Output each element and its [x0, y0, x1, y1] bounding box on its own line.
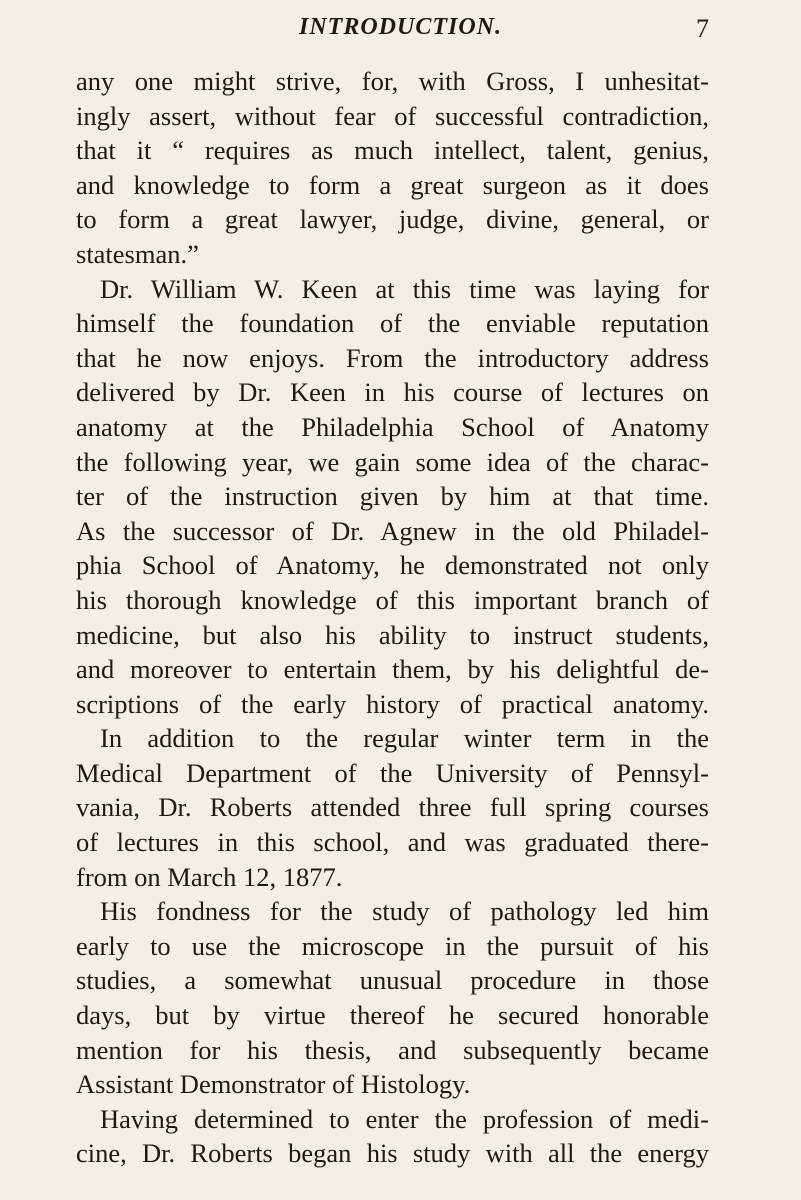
text-line: medicine, but also his ability to instruct students,: [76, 619, 709, 650]
text-line: any one might strive, for, with Gross, I unhesitat-: [76, 66, 709, 96]
text-line: that it “ requires as much intellect, talent, genius,: [76, 135, 709, 166]
text-line: mention for his thesis, and subsequently became: [76, 1034, 709, 1065]
text-line: to form a great lawyer, judge, divine, general, or: [76, 204, 709, 235]
text-line: the following year, we gain some idea of the charac-: [76, 446, 709, 477]
page-number: 7: [696, 14, 709, 43]
text-line: Assistant Demonstrator of Histology.: [76, 1069, 471, 1100]
text-line: scriptions of the early history of practical anatomy.: [76, 688, 709, 719]
text-line: ingly assert, without fear of successful contradiction,: [76, 100, 709, 131]
text-line: In addition to the regular winter term in the: [100, 723, 709, 754]
text-line: from on March 12, 1877.: [76, 861, 343, 892]
text-line: phia School of Anatomy, he demonstrated not only: [76, 550, 709, 581]
text-line: Having determined to enter the profession of medi-: [100, 1103, 709, 1134]
text-line: early to use the microscope in the pursuit of his: [76, 930, 709, 961]
text-line: vania, Dr. Roberts attended three full spring courses: [76, 792, 709, 823]
text-line: days, but by virtue thereof he secured honorable: [76, 1000, 709, 1031]
text-line: As the successor of Dr. Agnew in the old Philadel-: [76, 515, 709, 546]
text-line: his thorough knowledge of this important branch of: [76, 584, 709, 615]
text-line: His fondness for the study of pathology led him: [100, 896, 709, 927]
body-text: [76, 64, 709, 1171]
text-line: cine, Dr. Roberts began his study with all the energy: [76, 1138, 709, 1169]
text-line: himself the foundation of the enviable reputation: [76, 308, 709, 339]
text-line: statesman.”: [76, 238, 199, 269]
text-line: Medical Department of the University of Pennsyl-: [76, 757, 709, 788]
running-head: INTRODUCTION.: [298, 14, 502, 40]
text-line: that he now enjoys. From the introductory address: [76, 342, 709, 373]
page-header: [0, 14, 801, 44]
text-line: anatomy at the Philadelphia School of Anatomy: [76, 411, 709, 442]
text-line: studies, a somewhat unusual procedure in those: [76, 965, 709, 996]
text-line: of lectures in this school, and was graduated there-: [76, 827, 709, 858]
text-line: and knowledge to form a great surgeon as it does: [76, 169, 709, 200]
text-line: Dr. William W. Keen at this time was laying for: [100, 273, 709, 304]
text-line: delivered by Dr. Keen in his course of lectures on: [76, 377, 709, 408]
text-line: ter of the instruction given by him at that time.: [76, 481, 709, 512]
text-line: and moreover to entertain them, by his delightful de-: [76, 654, 709, 685]
